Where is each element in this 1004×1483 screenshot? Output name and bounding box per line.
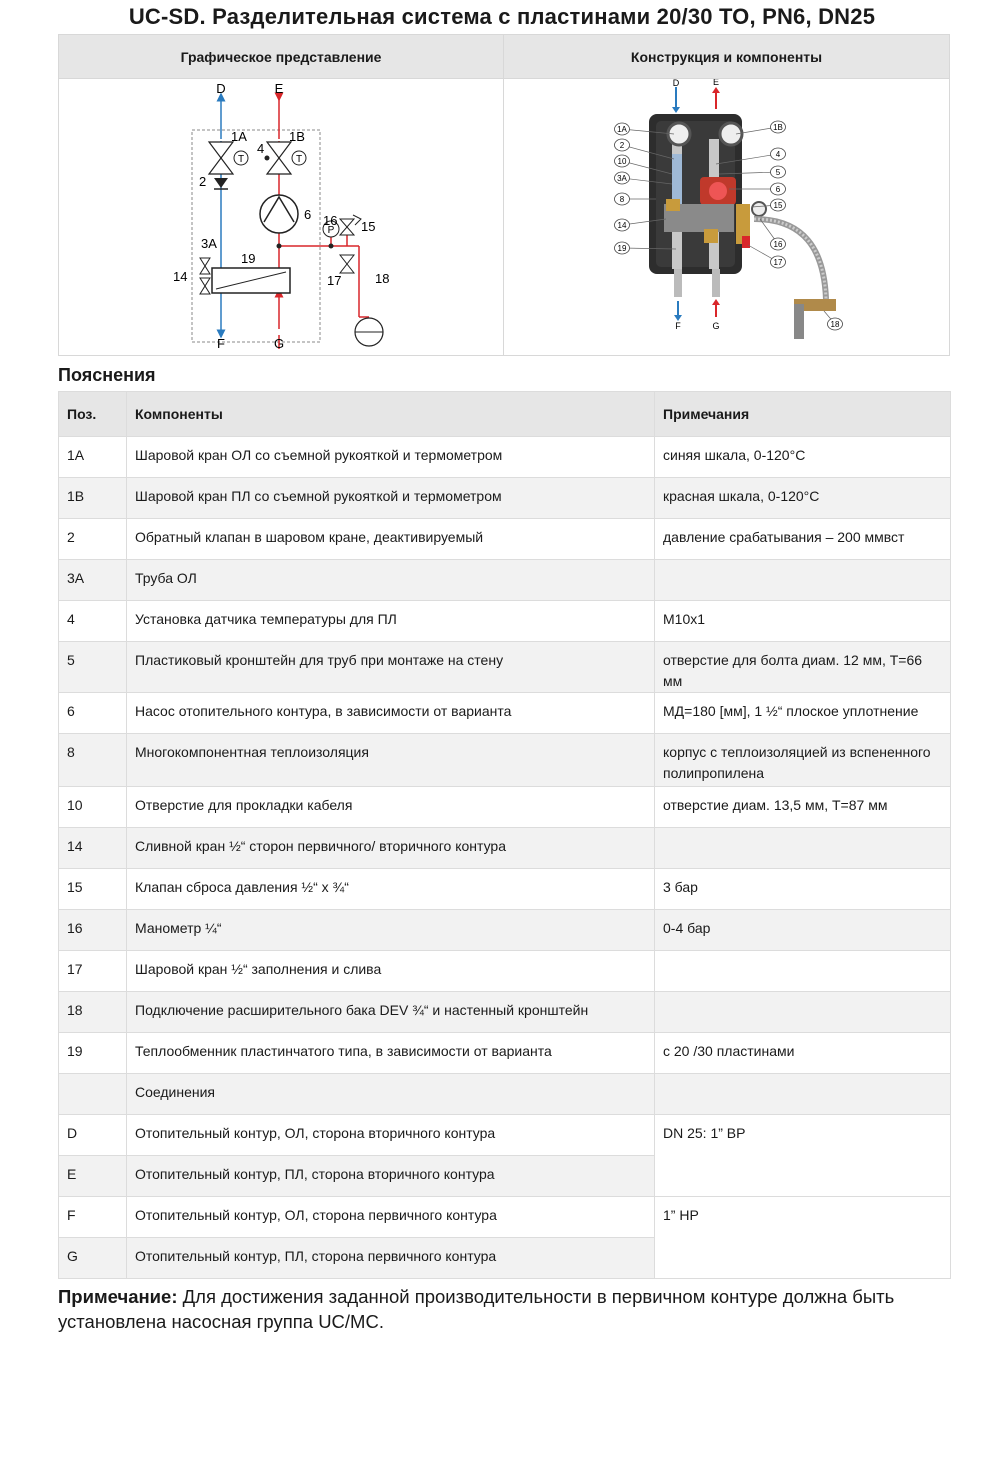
pos-cell: F <box>59 1197 127 1238</box>
note-cell <box>655 1074 951 1115</box>
note-cell: корпус с теплоизоляцией из вспененного полипропилена <box>655 734 951 787</box>
component-cell: Установка датчика температуры для ПЛ <box>127 601 655 642</box>
pos-cell: 2 <box>59 519 127 560</box>
callout-label: 16 <box>773 240 783 249</box>
svg-text:3A: 3A <box>201 236 217 251</box>
svg-text:18: 18 <box>375 271 390 286</box>
hydraulic-scheme <box>59 79 503 355</box>
pos-cell: 1B <box>59 478 127 519</box>
callout-label: 18 <box>830 320 840 329</box>
overview-table <box>58 34 950 356</box>
svg-text:G: G <box>712 321 720 331</box>
footnote-label: Примечание: <box>58 1286 178 1307</box>
pos-cell: 10 <box>59 787 127 828</box>
note-cell <box>655 560 951 601</box>
pos-cell: 8 <box>59 734 127 787</box>
table-row <box>59 734 951 787</box>
note-cell: 1” НР <box>655 1197 951 1279</box>
svg-text:19: 19 <box>241 251 256 266</box>
svg-text:4: 4 <box>257 141 265 156</box>
product-illustration <box>504 79 949 355</box>
svg-text:14: 14 <box>173 269 188 284</box>
table-row <box>59 601 951 642</box>
pos-cell: 17 <box>59 951 127 992</box>
component-cell: Отопительный контур, ПЛ, сторона вторичного контура <box>127 1156 655 1197</box>
callout-label: 15 <box>773 201 783 210</box>
callout-label: 19 <box>617 244 627 253</box>
table-row <box>59 869 951 910</box>
page-title: UC-SD. Разделительная система с пластинами 20/30 ТО, PN6, DN25 <box>128 4 876 29</box>
callout-label: 4 <box>775 150 781 159</box>
callout-label: 1A <box>617 125 627 134</box>
table-row <box>59 642 951 693</box>
note-cell: с 20 /30 пластинами <box>655 1033 951 1074</box>
svg-text:2: 2 <box>199 174 207 189</box>
table-row <box>59 951 951 992</box>
component-cell: Теплообменник пластинчатого типа, в зависимости от варианта <box>127 1033 655 1074</box>
component-cell: Насос отопительного контура, в зависимости от варианта <box>127 693 655 734</box>
table-row <box>59 787 951 828</box>
header-construction: Конструкция и компоненты <box>504 35 949 78</box>
svg-text:15: 15 <box>361 219 376 234</box>
legend-title: Пояснения <box>58 365 156 385</box>
component-cell: Шаровой кран ОЛ со съемной рукояткой и термометром <box>127 437 655 478</box>
pos-cell: 16 <box>59 910 127 951</box>
component-cell: Многокомпонентная теплоизоляция <box>127 734 655 787</box>
pos-cell: E <box>59 1156 127 1197</box>
table-row <box>59 519 951 560</box>
callout-label: 8 <box>619 195 625 204</box>
table-row <box>59 828 951 869</box>
callout-label: 14 <box>617 221 627 230</box>
pos-cell: 4 <box>59 601 127 642</box>
note-cell <box>655 828 951 869</box>
note-cell: M10x1 <box>655 601 951 642</box>
pos-cell: 15 <box>59 869 127 910</box>
component-cell: Отверстие для прокладки кабеля <box>127 787 655 828</box>
svg-text:17: 17 <box>327 273 342 288</box>
table-row <box>59 992 951 1033</box>
pos-cell: 14 <box>59 828 127 869</box>
component-cell: Труба ОЛ <box>127 560 655 601</box>
svg-text:F: F <box>675 321 681 331</box>
pos-cell: 3A <box>59 560 127 601</box>
callout-label: 5 <box>775 168 781 177</box>
note-cell: давление срабатывания – 200 ммвст <box>655 519 951 560</box>
callout-label: 17 <box>773 258 783 267</box>
svg-text:T: T <box>295 154 303 165</box>
component-cell: Отопительный контур, ОЛ, сторона вторичного контура <box>127 1115 655 1156</box>
header-pos: Поз. <box>59 392 127 437</box>
table-row <box>59 478 951 519</box>
svg-text:E: E <box>274 81 284 96</box>
note-cell: отверстие диам. 13,5 мм, T=87 мм <box>655 787 951 828</box>
callout-label: 10 <box>617 157 627 166</box>
svg-text:G: G <box>273 336 285 351</box>
note-cell: красная шкала, 0-120°C <box>655 478 951 519</box>
component-cell: Шаровой кран ПЛ со съемной рукояткой и термометром <box>127 478 655 519</box>
component-cell: Отопительный контур, ОЛ, сторона первичного контура <box>127 1197 655 1238</box>
note-cell: 0-4 бар <box>655 910 951 951</box>
table-row <box>59 1074 951 1115</box>
table-row <box>59 1115 951 1156</box>
callout-label: 3A <box>617 174 627 183</box>
pos-cell: G <box>59 1238 127 1279</box>
component-cell: Подключение расширительного бака DEV ¾“ и настенный кронштейн <box>127 992 655 1033</box>
component-cell: Соединения <box>127 1074 655 1115</box>
callout-label: 1B <box>773 123 783 132</box>
pos-cell: 6 <box>59 693 127 734</box>
note-cell: отверстие для болта диам. 12 мм, T=66 мм <box>655 642 951 693</box>
header-graphic: Графическое представление <box>59 35 503 78</box>
svg-text:E: E <box>712 79 720 87</box>
note-cell: 3 бар <box>655 869 951 910</box>
pos-cell: D <box>59 1115 127 1156</box>
component-cell: Пластиковый кронштейн для труб при монтаже на стену <box>127 642 655 693</box>
component-cell: Шаровой кран ½“ заполнения и слива <box>127 951 655 992</box>
svg-text:6: 6 <box>304 207 312 222</box>
component-cell: Сливной кран ½“ сторон первичного/ вторичного контура <box>127 828 655 869</box>
pos-cell: 19 <box>59 1033 127 1074</box>
note-cell <box>655 992 951 1033</box>
callout-label: 2 <box>619 141 625 150</box>
svg-text:1B: 1B <box>289 129 305 144</box>
footnote-text: Для достижения заданной производительности в первичном контуре должна быть установлена насосная группа UC/MC. <box>58 1286 895 1332</box>
table-row <box>59 1033 951 1074</box>
table-row <box>59 437 951 478</box>
svg-text:D: D <box>672 79 680 88</box>
pos-cell <box>59 1074 127 1115</box>
component-cell: Клапан сброса давления ½“ x ¾“ <box>127 869 655 910</box>
footnote <box>58 1284 958 1334</box>
svg-text:F: F <box>217 336 225 351</box>
legend-table <box>58 391 951 1279</box>
pos-cell: 18 <box>59 992 127 1033</box>
table-row <box>59 910 951 951</box>
svg-text:16: 16 <box>323 213 338 228</box>
note-cell <box>655 951 951 992</box>
component-cell: Обратный клапан в шаровом кране, деактивируемый <box>127 519 655 560</box>
svg-text:P: P <box>327 225 335 236</box>
table-row <box>59 693 951 734</box>
svg-text:D: D <box>216 81 226 96</box>
table-row <box>59 1197 951 1238</box>
table-row <box>59 560 951 601</box>
component-cell: Манометр ¼“ <box>127 910 655 951</box>
pos-cell: 5 <box>59 642 127 693</box>
svg-text:T: T <box>237 154 245 165</box>
note-cell: МД=180 [мм], 1 ½“ плоское уплотнение <box>655 693 951 734</box>
pos-cell: 1A <box>59 437 127 478</box>
note-cell: синяя шкала, 0-120°C <box>655 437 951 478</box>
header-component: Компоненты <box>127 392 655 437</box>
note-cell: DN 25: 1” ВР <box>655 1115 951 1197</box>
svg-text:1A: 1A <box>231 129 247 144</box>
header-note: Примечания <box>655 392 951 437</box>
callout-label: 6 <box>775 185 781 194</box>
component-cell: Отопительный контур, ПЛ, сторона первичного контура <box>127 1238 655 1279</box>
